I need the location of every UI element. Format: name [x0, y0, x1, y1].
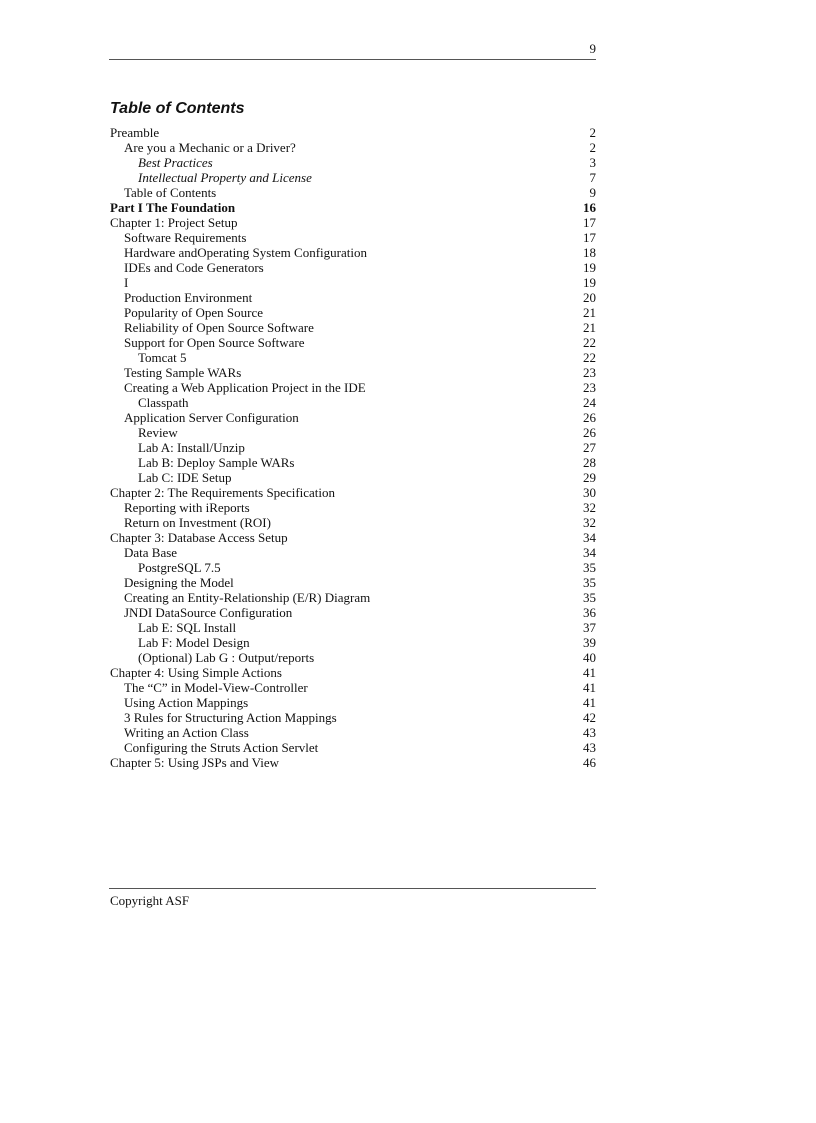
toc-entry-title: Part I The Foundation [110, 200, 236, 215]
toc-entry-page: 2 [589, 140, 596, 155]
toc-entry-page: 36 [583, 605, 596, 620]
toc-entry-title: Review [138, 425, 178, 440]
toc-entry-title: Best Practices [138, 155, 213, 170]
toc-entry-title: Preamble [110, 125, 160, 140]
toc-entry-title: Table of Contents [124, 185, 217, 200]
toc-entry-title: Chapter 1: Project Setup [110, 215, 238, 230]
toc-entry-page: 23 [583, 380, 596, 395]
toc-entry[interactable] [110, 215, 596, 230]
toc-entry-title: Software Requirements [124, 230, 247, 245]
toc-entry-page: 3 [589, 155, 596, 170]
toc-entry-page: 40 [583, 650, 596, 665]
toc-entry-page: 43 [583, 725, 596, 740]
toc-entry-page: 34 [583, 545, 596, 560]
toc-entry-page: 29 [583, 470, 596, 485]
footer-divider [109, 888, 596, 889]
toc-entry-page: 21 [583, 320, 596, 335]
toc-entry-title: Hardware andOperating System Configuration [124, 245, 367, 260]
toc-entry[interactable] [110, 350, 596, 365]
toc-entry-page: 18 [583, 245, 596, 260]
toc-entry-page: 35 [583, 590, 596, 605]
toc-entry-title: I [124, 275, 129, 290]
toc-entry-title: Chapter 2: The Requirements Specification [110, 485, 336, 500]
toc-entry[interactable] [110, 305, 596, 320]
toc-entry-title: Reporting with iReports [124, 500, 250, 515]
toc-entry-page: 46 [583, 755, 596, 770]
page-number: 9 [589, 41, 596, 56]
toc-entry[interactable] [110, 530, 596, 545]
toc-entry[interactable] [110, 545, 596, 560]
toc-entry-title: Creating a Web Application Project in the IDE [124, 380, 366, 395]
toc-entry-page: 24 [583, 395, 596, 410]
toc-entry-page: 22 [583, 350, 596, 365]
toc-entry[interactable] [110, 185, 596, 200]
toc-entry[interactable] [110, 695, 596, 710]
toc-entry-title: Chapter 4: Using Simple Actions [110, 665, 282, 680]
toc-entry[interactable] [110, 230, 596, 245]
toc-entry[interactable] [110, 125, 596, 140]
toc-entry-page: 7 [589, 170, 596, 185]
toc-entry-title: 3 Rules for Structuring Action Mappings [124, 710, 337, 725]
toc-entry-page: 41 [583, 665, 596, 680]
toc-entry[interactable] [110, 560, 596, 575]
toc-entry-title: Lab B: Deploy Sample WARs [138, 455, 295, 470]
toc-entry-page: 34 [583, 530, 596, 545]
toc-entry-title: Creating an Entity-Relationship (E/R) Diagram [124, 590, 371, 605]
toc-entry-page: 26 [583, 425, 596, 440]
toc-entry-title: Lab C: IDE Setup [138, 470, 232, 485]
toc-entry[interactable] [110, 170, 596, 185]
toc-entry-title: Testing Sample WARs [124, 365, 242, 380]
toc-entry-title: Data Base [124, 545, 178, 560]
toc-entry[interactable] [110, 290, 596, 305]
toc-entry-page: 41 [583, 680, 596, 695]
toc-entry-title: Chapter 5: Using JSPs and View [110, 755, 280, 770]
toc-entry[interactable] [110, 575, 596, 590]
toc-entry[interactable] [110, 725, 596, 740]
toc-entry[interactable] [110, 485, 596, 500]
toc-entry-title: (Optional) Lab G : Output/reports [138, 650, 315, 665]
toc-entry[interactable] [110, 710, 596, 725]
toc-entry[interactable] [110, 455, 596, 470]
toc-entry-title: The “C” in Model-View-Controller [124, 680, 308, 695]
toc-entry-page: 37 [583, 620, 596, 635]
toc-entry[interactable] [110, 635, 596, 650]
toc-entry-page: 19 [583, 275, 596, 290]
toc-entry-page: 23 [583, 365, 596, 380]
toc-entry-page: 16 [583, 200, 596, 215]
toc-entry-title: Configuring the Struts Action Servlet [124, 740, 319, 755]
toc-entry-title: Production Environment [124, 290, 253, 305]
toc-entry-page: 43 [583, 740, 596, 755]
toc-entry[interactable] [110, 380, 596, 395]
toc-entry[interactable] [110, 200, 596, 215]
toc-entry-page: 2 [589, 125, 596, 140]
toc-entry[interactable] [110, 590, 596, 605]
toc-entry[interactable] [110, 740, 596, 755]
toc-entry-title: Chapter 3: Database Access Setup [110, 530, 288, 545]
header-divider [109, 59, 596, 60]
toc-entry[interactable] [110, 500, 596, 515]
toc-entry-page: 35 [583, 560, 596, 575]
toc-entry-page: 28 [583, 455, 596, 470]
toc-entry-title: Support for Open Source Software [124, 335, 305, 350]
toc-entry-title: Lab F: Model Design [138, 635, 250, 650]
toc-entry-title: Using Action Mappings [124, 695, 249, 710]
toc-entry[interactable] [110, 515, 596, 530]
toc-entry[interactable] [110, 140, 596, 155]
toc-entry-page: 22 [583, 335, 596, 350]
toc-entry-title: Tomcat 5 [138, 350, 187, 365]
footer-copyright: Copyright ASF [110, 893, 190, 908]
toc-entry-title: Designing the Model [124, 575, 234, 590]
toc-entry[interactable] [110, 605, 596, 620]
toc-entry-page: 41 [583, 695, 596, 710]
toc-entry[interactable] [110, 470, 596, 485]
toc-entry[interactable] [110, 665, 596, 680]
toc-entry-page: 42 [583, 710, 596, 725]
toc-entry[interactable] [110, 275, 596, 290]
toc-entry[interactable] [110, 620, 596, 635]
toc-entry-title: Reliability of Open Source Software [124, 320, 314, 335]
toc-entry-title: Lab E: SQL Install [138, 620, 237, 635]
toc-entry-page: 35 [583, 575, 596, 590]
toc-entry-page: 32 [583, 500, 596, 515]
toc-entry-page: 19 [583, 260, 596, 275]
toc-entry-page: 17 [583, 230, 596, 245]
toc-entry-page: 20 [583, 290, 596, 305]
toc-entry-title: Lab A: Install/Unzip [138, 440, 245, 455]
toc-entry-page: 21 [583, 305, 596, 320]
toc-entry[interactable] [110, 425, 596, 440]
toc-entry-title: JNDI DataSource Configuration [124, 605, 293, 620]
toc-entry-page: 27 [583, 440, 596, 455]
toc-entry-title: Are you a Mechanic or a Driver? [124, 140, 296, 155]
toc-entry-page: 26 [583, 410, 596, 425]
toc-entry[interactable] [110, 245, 596, 260]
toc-entry-page: 30 [583, 485, 596, 500]
toc-entry-page: 39 [583, 635, 596, 650]
toc-entry[interactable] [110, 365, 596, 380]
toc-entry-page: 9 [589, 185, 596, 200]
toc-entry-title: Intellectual Property and License [138, 170, 312, 185]
toc-entry[interactable] [110, 440, 596, 455]
toc-entry[interactable] [110, 410, 596, 425]
toc-entry[interactable] [110, 335, 596, 350]
toc-entry-title: PostgreSQL 7.5 [138, 560, 221, 575]
toc-entry-page: 32 [583, 515, 596, 530]
toc-entry-title: Return on Investment (ROI) [124, 515, 271, 530]
toc-entry-title: Writing an Action Class [124, 725, 249, 740]
toc-list [110, 125, 596, 770]
toc-entry-title: IDEs and Code Generators [124, 260, 264, 275]
toc-entry[interactable] [110, 155, 596, 170]
toc-entry-page: 17 [583, 215, 596, 230]
toc-entry[interactable] [110, 680, 596, 695]
toc-entry-title: Popularity of Open Source [124, 305, 264, 320]
toc-entry[interactable] [110, 320, 596, 335]
toc-heading: Table of Contents [110, 100, 245, 117]
toc-entry[interactable] [110, 395, 596, 410]
toc-entry[interactable] [110, 260, 596, 275]
toc-entry-title: Classpath [138, 395, 189, 410]
toc-entry[interactable] [110, 650, 596, 665]
toc-entry[interactable] [110, 755, 596, 770]
toc-entry-title: Application Server Configuration [124, 410, 299, 425]
